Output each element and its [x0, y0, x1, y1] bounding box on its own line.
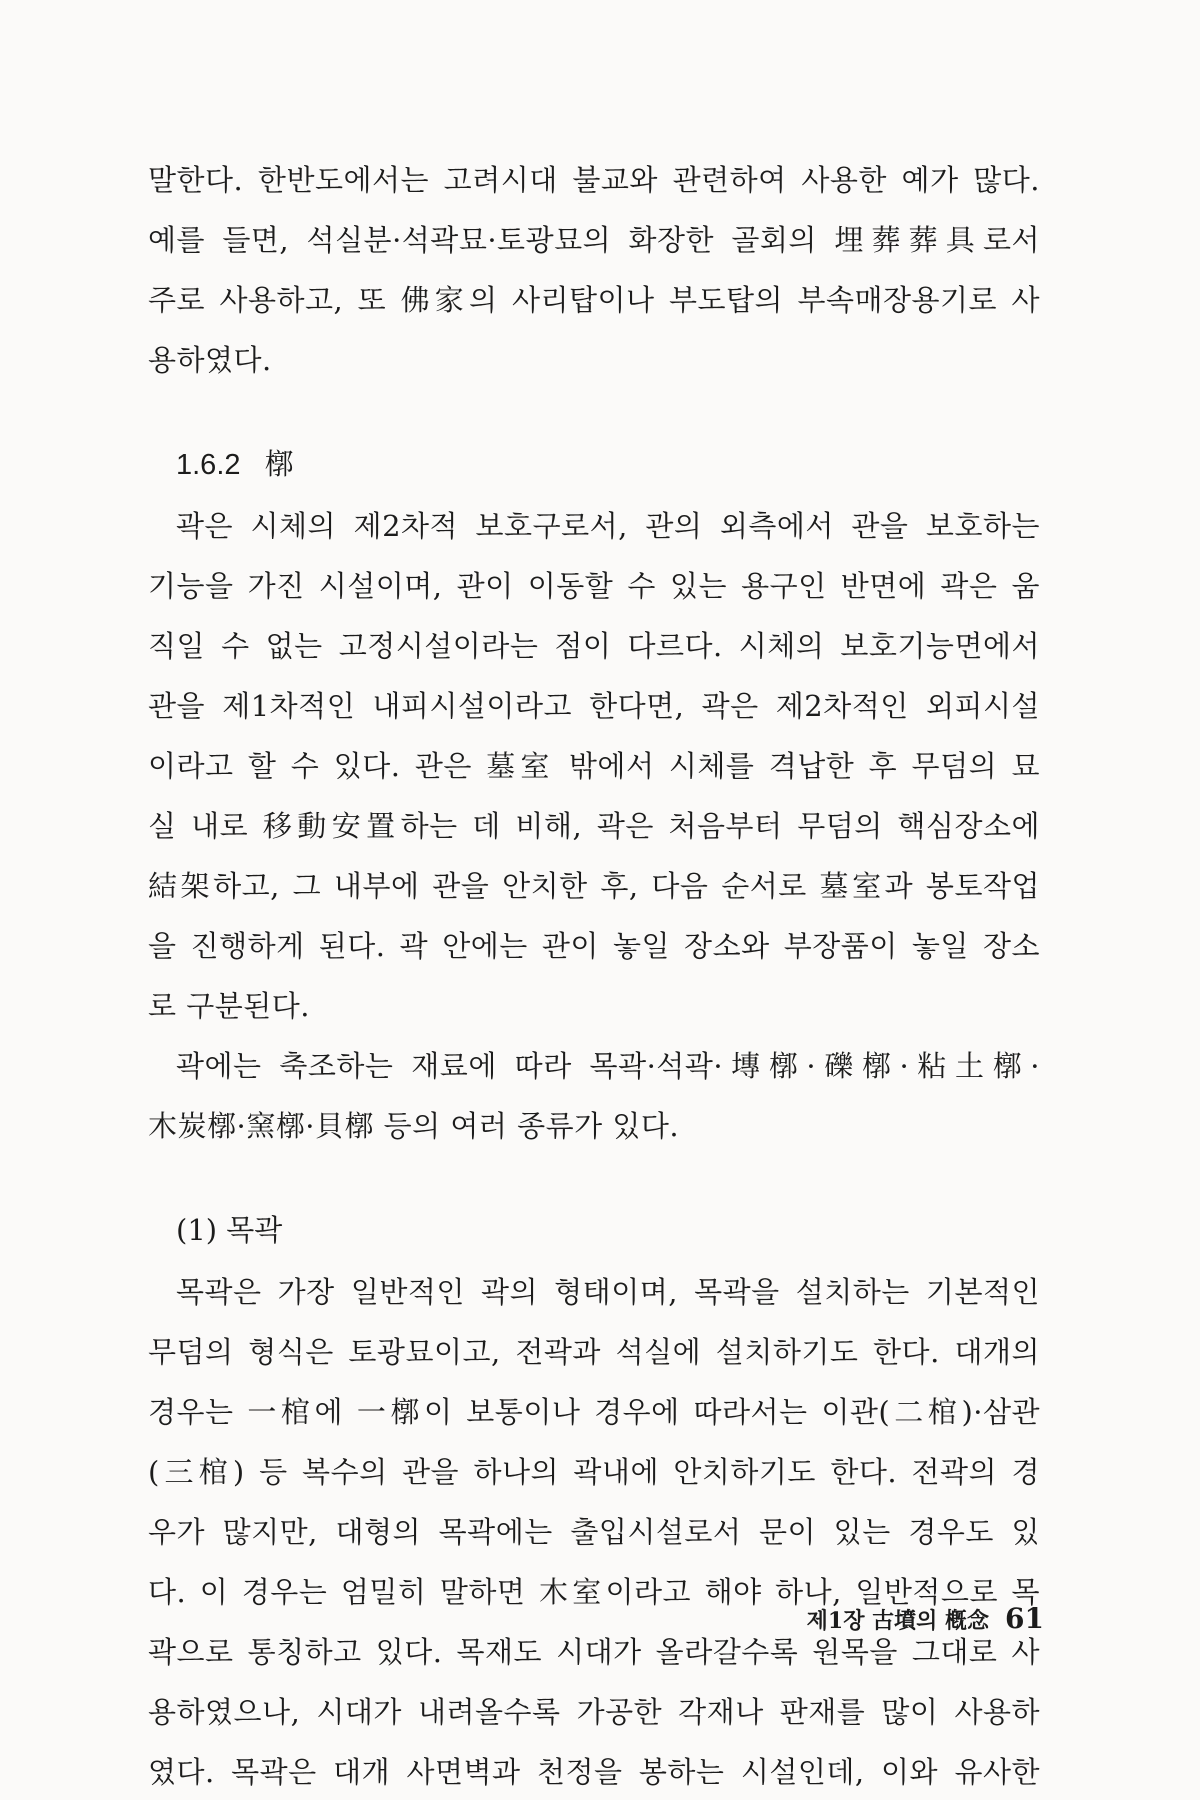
section-number: 1.6.2: [176, 449, 241, 481]
running-head: 제1장 古墳의 槪念: [806, 1608, 990, 1634]
paragraph-mokgwak: [148, 1262, 1040, 1802]
text-line: 용하였다.: [148, 343, 272, 377]
subsection-heading-mokgwak: (1) 목곽: [176, 1213, 283, 1247]
text-line: 무덤의 형식은 토광묘이고, 전곽과 석실에 설치하기도 한다. 대개의: [148, 1335, 1040, 1369]
section-gap: [148, 390, 1040, 432]
text-line: 곽으로 통칭하고 있다. 목재도 시대가 올라갈수록 원목을 그대로 사: [148, 1635, 1040, 1669]
section-title: 槨: [264, 447, 294, 481]
text-line: 곽에는 축조하는 재료에 따라 목곽·석곽·塼槨·礫槨·粘土槨·: [176, 1049, 1040, 1083]
paragraph-intro: [148, 150, 1040, 390]
text-line: 이라고 할 수 있다. 관은 墓室 밖에서 시체를 격납한 후 무덤의 묘: [148, 749, 1040, 783]
text-line: 실 내로 移動安置하는 데 비해, 곽은 처음부터 무덤의 핵심장소에: [148, 809, 1040, 843]
text-line: 목곽은 가장 일반적인 곽의 형태이며, 목곽을 설치하는 기본적인: [176, 1275, 1040, 1309]
page-number: 61: [1005, 1602, 1044, 1635]
text-line: (三棺) 등 복수의 관을 하나의 곽내에 안치하기도 한다. 전곽의 경: [148, 1455, 1040, 1489]
text-line: 주로 사용하고, 또 佛家의 사리탑이나 부도탑의 부속매장용기로 사: [148, 283, 1040, 317]
text-line: 경우는 一棺에 一槨이 보통이나 경우에 따라서는 이관(二棺)·삼관: [148, 1395, 1040, 1429]
text-line: 관을 제1차적인 내피시설이라고 한다면, 곽은 제2차적인 외피시설: [148, 689, 1040, 723]
page-footer: [807, 1602, 1044, 1635]
text-line: 말한다. 한반도에서는 고려시대 불교와 관련하여 사용한 예가 많다.: [148, 163, 1040, 197]
text-line: 였다. 목곽은 대개 사면벽과 천정을 봉하는 시설인데, 이와 유사한: [148, 1755, 1040, 1789]
text-line: 용하였으나, 시대가 내려올수록 가공한 각재나 판재를 많이 사용하: [148, 1695, 1040, 1729]
text-line: 木炭槨·窯槨·貝槨 등의 여러 종류가 있다.: [148, 1109, 680, 1143]
section-heading-1-6-2: [148, 432, 1040, 496]
text-line: 로 구분된다.: [148, 989, 311, 1023]
section-gap: [148, 1156, 1040, 1198]
page-body: [148, 150, 1040, 1802]
text-line: 다. 이 경우는 엄밀히 말하면 木室이라고 해야 하나, 일반적으로 목: [148, 1575, 1040, 1609]
paragraph-kwak-definition: [148, 496, 1040, 1036]
text-line: 직일 수 없는 고정시설이라는 점이 다르다. 시체의 보호기능면에서: [148, 629, 1040, 663]
text-line: 기능을 가진 시설이며, 관이 이동할 수 있는 용구인 반면에 곽은 움: [148, 569, 1040, 603]
text-line: 을 진행하게 된다. 곽 안에는 관이 놓일 장소와 부장품이 놓일 장소: [148, 929, 1040, 963]
paragraph-kwak-types: [148, 1036, 1040, 1156]
text-line: 곽은 시체의 제2차적 보호구로서, 관의 외측에서 관을 보호하는: [176, 509, 1040, 543]
text-line: 우가 많지만, 대형의 목곽에는 출입시설로서 문이 있는 경우도 있: [148, 1515, 1040, 1549]
text-line: 結架하고, 그 내부에 관을 안치한 후, 다음 순서로 墓室과 봉토작업: [148, 869, 1040, 903]
text-line: 예를 들면, 석실분·석곽묘·토광묘의 화장한 골회의 埋葬葬具로서: [148, 223, 1040, 257]
